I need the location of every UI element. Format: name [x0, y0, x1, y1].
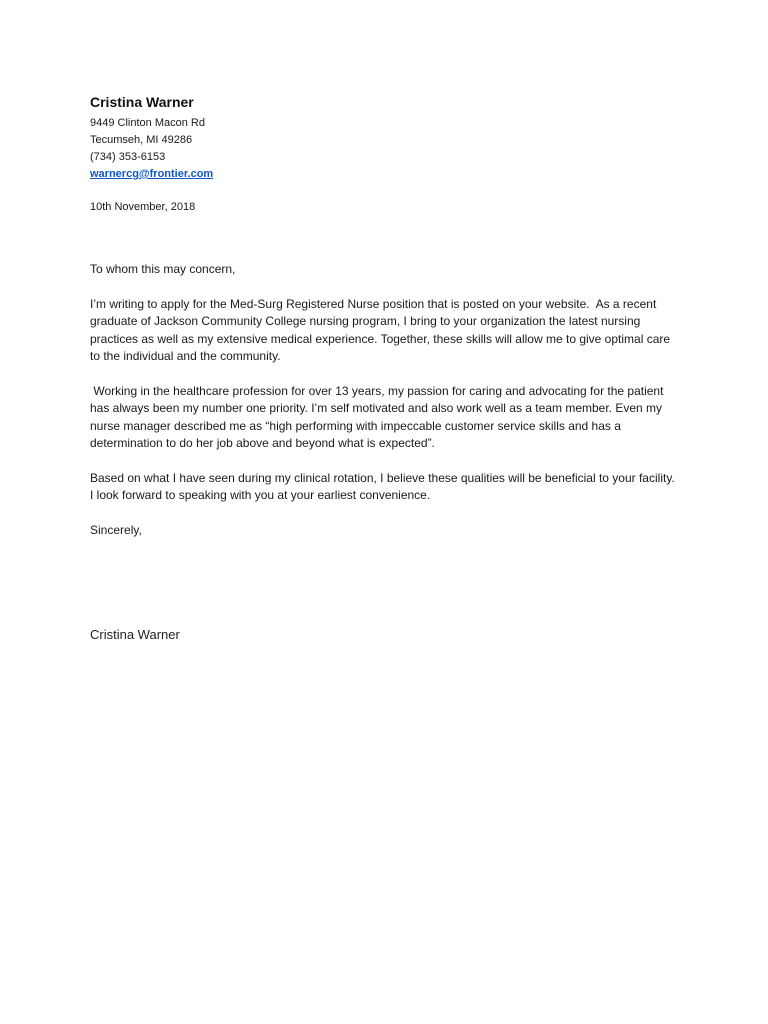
letter-body	[90, 93, 680, 644]
paragraph-closing: Based on what I have seen during my clinical rotation, I believe these qualities will be beneficial to your facility. I look forward to speaking with you at your earliest convenience.	[90, 470, 679, 502]
salutation: To whom this may concern,	[90, 262, 236, 276]
sender-phone: (734) 353-6153	[90, 151, 166, 163]
sender-name: Cristina Warner	[90, 94, 194, 110]
sender-email-link[interactable]: warnercg@frontier.com	[90, 168, 214, 180]
paragraph-intro: I’m writing to apply for the Med-Surg Registered Nurse position that is posted on your website. As a recent graduate of Jackson Community College nursing program, I bring to your organization the latest nursing practices as well as my extensive medical experience. Together, these skills will allow me to give optimal care to the individual and the community.	[90, 296, 674, 363]
closing: Sincerely,	[90, 522, 142, 537]
signature-name: Cristina Warner	[90, 627, 180, 642]
letter-date: 10th November, 2018	[90, 201, 196, 213]
sender-city-state-zip: Tecumseh, MI 49286	[90, 134, 193, 146]
sender-street: 9449 Clinton Macon Rd	[90, 117, 205, 129]
sender-email-line	[90, 166, 680, 183]
paragraph-experience: Working in the healthcare profession for over 13 years, my passion for caring and advocating for the patient has always been my number one priority. I’m self motivated and also work well as a team member. Even my nurse manager described me as “high performing with impeccable customer service skills and has a determination to do her job above and beyond what is expected”.	[90, 383, 667, 450]
